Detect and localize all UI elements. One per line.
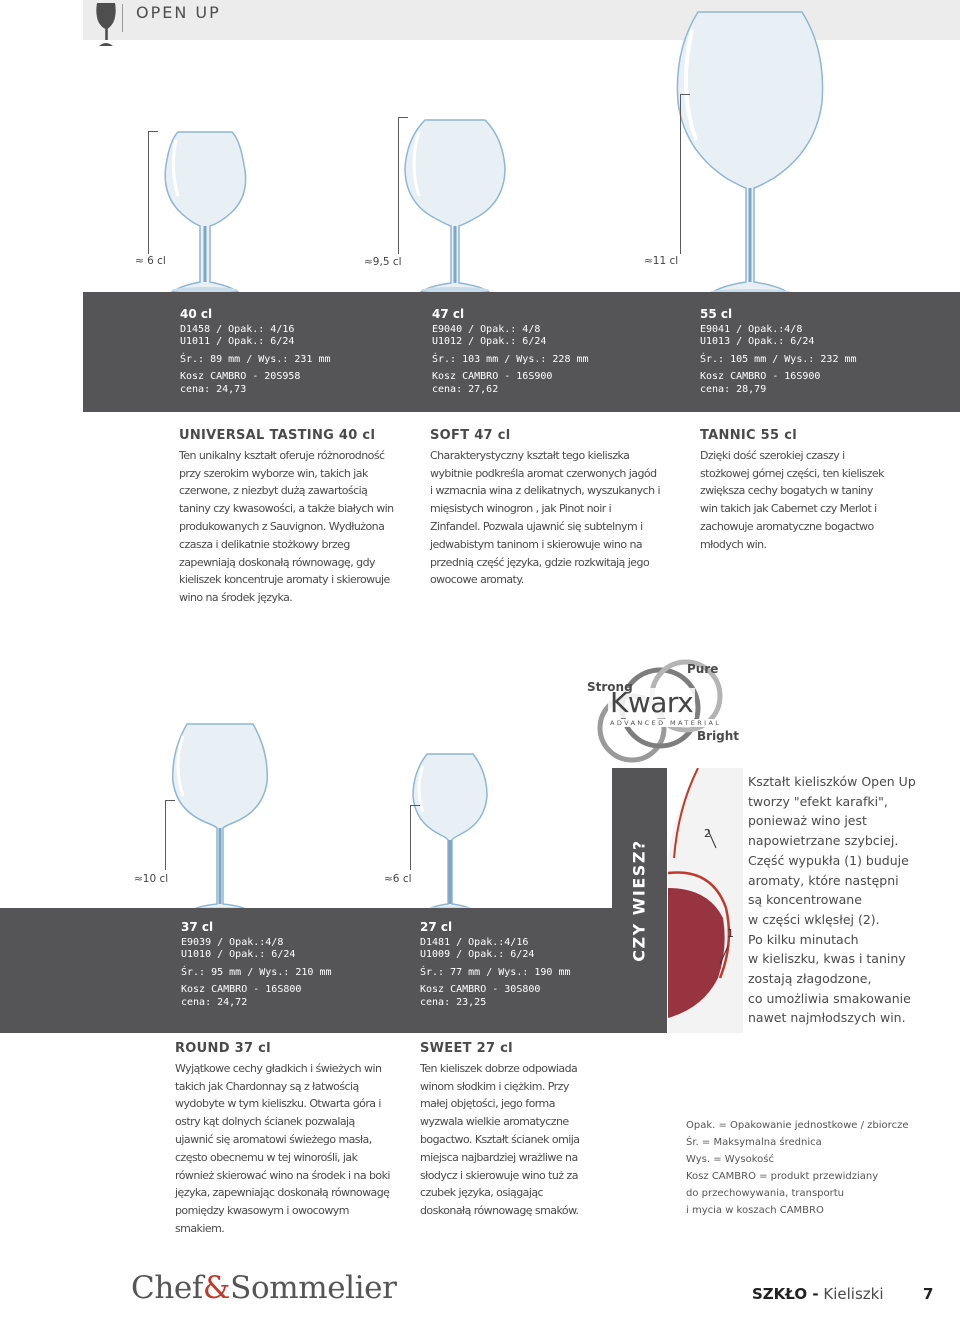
legend-line: i mycia w koszach CAMBRO	[686, 1205, 824, 1216]
kwarx-strong-label: Strong	[587, 680, 633, 694]
tip-line: ponieważ wino jest	[748, 813, 867, 829]
section-bold: SZKŁO -	[752, 1285, 819, 1303]
description-title: TANNIC 55 cl	[700, 428, 797, 443]
glass-tannic-image	[670, 10, 830, 298]
tip-line: tworzy "efekt karafki",	[748, 793, 888, 809]
glass-sweet-image	[405, 752, 495, 912]
product-code-line: D1458 / Opak.: 4/16	[180, 323, 295, 335]
product-code-line: E9041 / Opak.:4/8	[700, 323, 803, 335]
kwarx-subtitle: ADVANCED MATERIAL	[610, 719, 722, 727]
tip-line: Po kilku minutach	[748, 931, 859, 947]
capacity-label: 47 cl	[432, 307, 465, 321]
description-round	[175, 1040, 390, 1238]
pointer-line	[398, 117, 399, 254]
tip-line: nawet najmłodszych win.	[748, 1010, 906, 1026]
legend-line: Opak. = Opakowanie jednostkowe / zbiorcze	[686, 1120, 909, 1131]
price-line: cena: 27,62	[432, 383, 499, 395]
description-text: Charakterystyczny kształt tego kieliszka wybitnie podkreśla aromat czerwonych jagód i wzmacnia wina z delikatnych, wyszukanych i mięsistych winogron , jak Pinot noir i Zinfandel. Pozwala ujawnić się subtelnym i jedwabistym taninom i skierowuje wino na przednią część języka, gdzie rozkwitają jego owocowe aromaty.	[430, 448, 660, 587]
price-line: cena: 28,79	[700, 383, 767, 395]
abbreviation-legend	[686, 1117, 908, 1219]
description-text: Ten kieliszek dobrze odpowiada winom słodkim i ciężkim. Przy małej objętości, jego forma wyzwala wielkie aromatyczne bogactwo. Kształt ścianek omija miejsca najbardziej wrażliwe na słodycz i skierowuje wino tuż za czubek języka, osiągając doskonałą równowagę smaków.	[420, 1061, 580, 1218]
volume-label: ≈10 cl	[134, 873, 169, 885]
pointer-line	[680, 94, 681, 254]
pointer-line	[398, 117, 408, 118]
description-title: UNIVERSAL TASTING 40 cl	[179, 428, 376, 443]
legend-line: Śr. = Maksymalna średnica	[686, 1137, 822, 1148]
tip-line: Kształt kieliszków Open Up	[748, 774, 916, 789]
tip-line: co umożliwia smakowanie	[748, 990, 911, 1006]
capacity-label: 27 cl	[420, 920, 453, 934]
wine-glass-logo-icon	[90, 1, 122, 49]
basket-line: Kosz CAMBRO - 16S800	[181, 984, 302, 995]
brand-part: Chef	[131, 1270, 203, 1306]
tip-line: Część wypukła (1) buduje	[748, 852, 909, 868]
tip-line: zostają złagodzone,	[748, 971, 872, 987]
product-code-line: U1010 / Opak.: 6/24	[181, 949, 296, 960]
pointer-line	[148, 131, 158, 132]
page-number: 7	[923, 1285, 934, 1303]
glass-universal-tasting-image	[150, 130, 260, 295]
capacity-label: 37 cl	[181, 920, 214, 934]
legend-line: Kosz CAMBRO = produkt przewidziany	[686, 1171, 879, 1182]
product-code-line: U1009 / Opak.: 6/24	[420, 949, 535, 960]
section-label	[752, 1285, 884, 1303]
glass-round-image	[165, 722, 275, 914]
marker-1: 1	[727, 927, 734, 940]
dimensions-line: Śr.: 77 mm / Wys.: 190 mm	[420, 966, 571, 978]
price-line: cena: 24,73	[180, 383, 247, 395]
description-title: SWEET 27 cl	[420, 1041, 513, 1056]
basket-line: Kosz CAMBRO - 30S800	[420, 984, 541, 995]
pointer-line	[410, 805, 420, 806]
tip-line: napowietrzane szybciej.	[748, 833, 899, 849]
pointer-line	[148, 131, 149, 254]
did-you-know-label: CZY WIESZ?	[630, 839, 649, 962]
brand-ampersand: &	[202, 1270, 231, 1306]
did-you-know-text	[748, 772, 958, 1028]
pointer-line	[165, 800, 175, 801]
volume-label: ≈ 6 cl	[135, 255, 166, 267]
volume-label: ≈11 cl	[644, 255, 679, 267]
dimensions-line: Śr.: 105 mm / Wys.: 232 mm	[700, 353, 857, 365]
section-rest: Kieliszki	[818, 1285, 884, 1303]
product-code-line: U1012 / Opak.: 6/24	[432, 336, 547, 347]
basket-line: Kosz CAMBRO - 16S900	[700, 371, 821, 382]
legend-line: do przechowywania, transportu	[686, 1188, 845, 1199]
kwarx-brand: Kwarx	[610, 686, 694, 719]
pointer-line	[165, 800, 166, 870]
basket-line: Kosz CAMBRO - 16S900	[432, 371, 553, 382]
marker-2: 2	[704, 827, 711, 840]
price-line: cena: 23,25	[420, 996, 487, 1008]
glass-soft-image	[395, 118, 515, 296]
dimensions-line: Śr.: 89 mm / Wys.: 231 mm	[180, 353, 331, 365]
description-text: Wyjątkowe cechy gładkich i świeżych win takich jak Chardonnay są z łatwością wydobyte w tym kieliszku. Otwarta góra i ostry kąt dolnych ścianek pozwalają ujawnić się aromatowi świeżego masła, często obecnemu w tej winorośli, jak również skierować wino na środek i na boki języka, zapewniając doskonałą równowagę pomiędzy kwasowym i owocowym smakiem.	[175, 1061, 390, 1235]
basket-line: Kosz CAMBRO - 20S958	[180, 371, 301, 382]
pointer-line	[680, 94, 690, 95]
price-line: cena: 24,72	[181, 996, 248, 1008]
description-universal	[179, 427, 394, 607]
spec-block-universal	[180, 308, 331, 396]
tip-line: w części wklęsłej (2).	[748, 911, 880, 927]
kwarx-bright-label: Bright	[697, 729, 740, 743]
volume-label: ≈9,5 cl	[364, 256, 402, 268]
product-code-line: U1013 / Opak.: 6/24	[700, 336, 815, 347]
did-you-know-label-wrap	[612, 768, 667, 1033]
product-code-line: U1011 / Opak.: 6/24	[180, 336, 295, 347]
product-code-line: D1481 / Opak.:4/16	[420, 936, 529, 948]
volume-label: ≈6 cl	[384, 873, 412, 885]
product-code-line: E9040 / Opak.: 4/8	[432, 323, 541, 335]
dimensions-line: Śr.: 95 mm / Wys.: 210 mm	[181, 966, 332, 978]
description-sweet	[420, 1040, 595, 1220]
brand-part: Sommelier	[230, 1270, 397, 1306]
chef-sommelier-logo	[131, 1270, 397, 1306]
spec-block-round	[181, 921, 332, 1009]
capacity-label: 55 cl	[700, 307, 733, 321]
description-soft	[430, 427, 660, 589]
description-text: Ten unikalny kształt oferuje różnorodność przy szerokim wyborze win, takich jak czerwone, z niezbyt dużą zawartością taniny czy kwasowości, a także białych win produkowanych z Sauvignon. Wydłużona czasza i delikatnie stożkowy brzeg zapewniają doskonałą równowagę, gdy kieliszek koncentruje aromaty i skierowuje wino na środek języka.	[179, 448, 394, 605]
decanter-effect-diagram	[668, 768, 743, 1033]
capacity-label: 40 cl	[180, 307, 213, 321]
product-code-line: E9039 / Opak.:4/8	[181, 936, 284, 948]
description-title: SOFT 47 cl	[430, 428, 511, 443]
spec-block-sweet	[420, 921, 571, 1009]
description-title: ROUND 37 cl	[175, 1041, 271, 1056]
description-text: Dzięki dość szerokiej czaszy i stożkowej górnej części, ten kieliszek zwiększa cechy bogatych w taniny win takich jak Cabernet czy Merlot i zachowuje aromatyczne bogactwo młodych win.	[700, 448, 884, 551]
kwarx-pure-label: Pure	[687, 662, 719, 676]
header-separator	[122, 4, 123, 32]
spec-block-soft	[432, 308, 589, 396]
tip-line: w kieliszku, kwas i taniny	[748, 951, 906, 967]
description-tannic	[700, 427, 885, 554]
pointer-line	[410, 805, 411, 870]
spec-block-tannic	[700, 308, 857, 396]
tip-line: aromaty, które następni	[748, 872, 899, 888]
dimensions-line: Śr.: 103 mm / Wys.: 228 mm	[432, 353, 589, 365]
legend-line: Wys. = Wysokość	[686, 1154, 774, 1165]
page-title: OPEN UP	[136, 3, 221, 22]
tip-line: są koncentrowane	[748, 892, 862, 908]
